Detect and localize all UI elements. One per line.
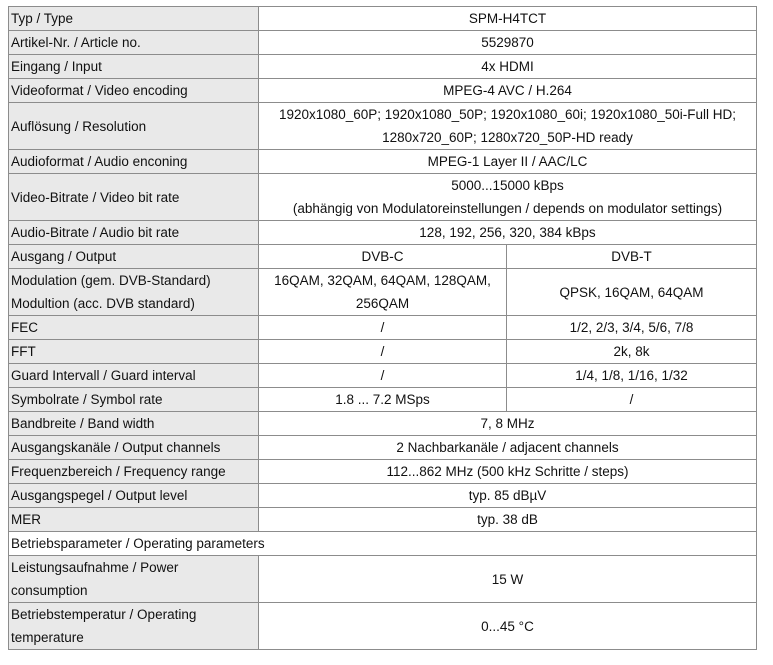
spec-table [8,6,757,650]
row-label: Frequenzbereich / Frequency range [9,460,259,484]
dvbt-value: 1/4, 1/8, 1/16, 1/32 [507,364,757,388]
row-label: Bandbreite / Band width [9,412,259,436]
value-line: 256QAM [355,296,410,311]
row-value: typ. 38 dB [259,508,757,532]
dvbc-header: DVB-C [259,245,507,269]
value-line: 5000...15000 kBps [451,178,564,193]
row-value: typ. 85 dBµV [259,484,757,508]
table-row [9,603,757,650]
label-line: temperature [11,630,84,645]
row-value: MPEG-1 Layer II / AAC/LC [259,150,757,174]
dvbc-value: / [259,364,507,388]
dvbt-header: DVB-T [507,245,757,269]
row-value [259,174,757,221]
row-value: 0...45 °C [259,603,757,650]
dvbt-value: / [507,388,757,412]
row-value: MPEG-4 AVC / H.264 [259,79,757,103]
row-label: FFT [9,340,259,364]
dvbc-value [259,269,507,316]
row-value: 5529870 [259,31,757,55]
row-label: Artikel-Nr. / Article no. [9,31,259,55]
table-row [9,269,757,316]
table-row [9,556,757,603]
table-row [9,7,757,31]
label-line: Betriebstemperatur / Operating [11,607,197,622]
dvbc-value: 1.8 ... 7.2 MSps [259,388,507,412]
dvbt-value: QPSK, 16QAM, 64QAM [507,269,757,316]
row-label: Videoformat / Video encoding [9,79,259,103]
label-line: Modultion (acc. DVB standard) [11,296,195,311]
table-row [9,364,757,388]
table-row [9,245,757,269]
row-label: Audio-Bitrate / Audio bit rate [9,221,259,245]
table-row [9,150,757,174]
row-label: MER [9,508,259,532]
table-row [9,340,757,364]
section-row [9,532,757,556]
dvbc-value: / [259,340,507,364]
dvbc-value: / [259,316,507,340]
table-row [9,221,757,245]
row-label: Ausgang / Output [9,245,259,269]
value-line: 1280x720_60P; 1280x720_50P-HD ready [382,130,633,145]
table-row [9,508,757,532]
value-line: 1920x1080_60P; 1920x1080_50P; 1920x1080_60i; 1920x1080_50i-Full HD; [278,107,737,122]
table-row [9,79,757,103]
table-row [9,388,757,412]
row-label: Auflösung / Resolution [9,103,259,150]
row-label [9,603,259,650]
row-label: Guard Intervall / Guard interval [9,364,259,388]
table-row [9,484,757,508]
row-value: 4x HDMI [259,55,757,79]
row-value: 7, 8 MHz [259,412,757,436]
table-row [9,174,757,221]
table-row [9,316,757,340]
table-row [9,460,757,484]
table-row [9,31,757,55]
value-line: 16QAM, 32QAM, 64QAM, 128QAM, [274,273,491,288]
section-heading: Betriebsparameter / Operating parameters [9,532,757,556]
row-label: Eingang / Input [9,55,259,79]
dvbt-value: 2k, 8k [507,340,757,364]
row-value: 112...862 MHz (500 kHz Schritte / steps) [259,460,757,484]
row-value: 15 W [259,556,757,603]
label-line: Leistungsaufnahme / Power [11,560,179,575]
row-label: Video-Bitrate / Video bit rate [9,174,259,221]
label-line: Modulation (gem. DVB-Standard) [11,273,211,288]
row-value: 128, 192, 256, 320, 384 kBps [259,221,757,245]
table-row [9,436,757,460]
row-value: SPM-H4TCT [259,7,757,31]
table-row [9,55,757,79]
label-line: consumption [11,583,88,598]
table-row [9,412,757,436]
row-label: Ausgangskanäle / Output channels [9,436,259,460]
dvbt-value: 1/2, 2/3, 3/4, 5/6, 7/8 [507,316,757,340]
row-label: FEC [9,316,259,340]
value-line: (abhängig von Modulatoreinstellungen / depends on modulator settings) [292,201,723,216]
row-value: 2 Nachbarkanäle / adjacent channels [259,436,757,460]
row-value [259,103,757,150]
row-label [9,269,259,316]
table-row [9,103,757,150]
row-label: Symbolrate / Symbol rate [9,388,259,412]
row-label: Audioformat / Audio enconing [9,150,259,174]
row-label [9,556,259,603]
row-label: Typ / Type [9,7,259,31]
row-label: Ausgangspegel / Output level [9,484,259,508]
